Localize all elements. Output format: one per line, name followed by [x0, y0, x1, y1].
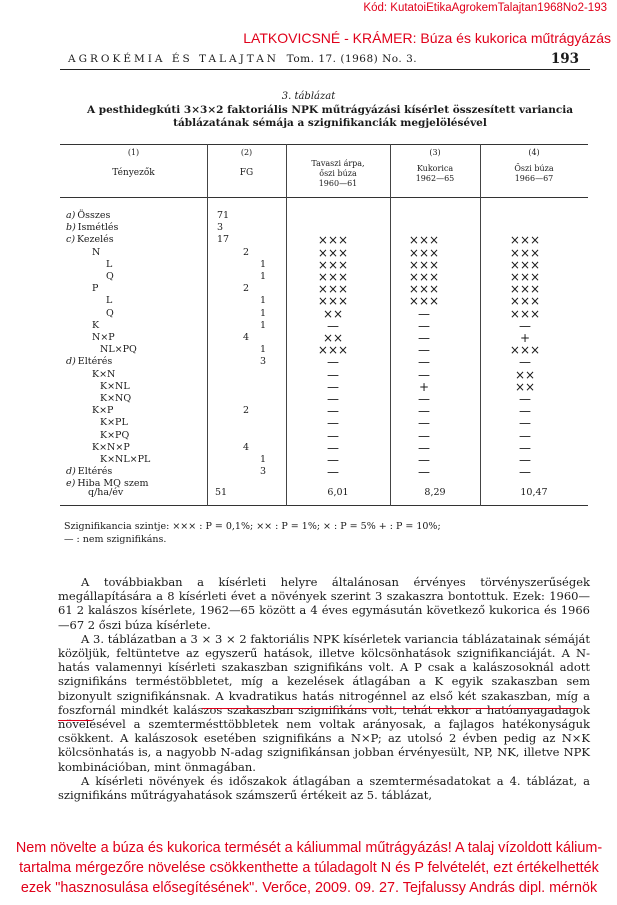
significance-mark: —	[327, 428, 339, 443]
significance-mark: ×××	[408, 282, 440, 297]
col-number-3: (3)	[429, 148, 441, 157]
significance-mark: —	[519, 440, 531, 455]
significance-mark: —	[327, 404, 339, 419]
factor-name: Q	[106, 271, 114, 282]
significance-mark: —	[327, 440, 339, 455]
col-number-4: (4)	[528, 148, 540, 157]
significance-mark: —	[519, 465, 531, 480]
fg-component: 3	[260, 356, 267, 368]
factor-name: N×P	[92, 332, 115, 343]
factor-label	[66, 210, 110, 221]
factor-letter: d)	[66, 466, 76, 478]
significance-mark: ×××	[509, 343, 541, 358]
legend-line2: — : nem szignifikáns.	[64, 534, 167, 545]
significance-mark: —	[418, 404, 430, 419]
factor-label	[106, 308, 114, 319]
factor-letter: d)	[66, 356, 76, 368]
significance-mark: —	[327, 318, 339, 333]
significance-mark: ××	[514, 367, 536, 382]
fg-component: 1	[260, 454, 267, 465]
factor-name: K×N	[92, 368, 116, 380]
paragraph-3: A kísérleti növények és időszakok átlagában a szemtermésadatokat a 4. táblázat, a szignifikáns műtrágyahatások számszerű értékeit az 5. táblázat,	[58, 773, 590, 803]
significance-mark: ××	[322, 306, 344, 321]
document-code: Kód: KutatoiEtikaAgrokemTalajtan1968No2-193	[363, 2, 607, 14]
col-header-period-2-line2: 1962—65	[415, 174, 455, 183]
table-title-line2: táblázatának sémája a szignifikanciák megjelölésével	[173, 117, 487, 129]
fg-component: 2	[243, 283, 250, 295]
fg-component: 1	[260, 319, 267, 331]
col-header-period-1-line1: Tavaszi árpa,	[311, 159, 365, 168]
table-number: 3. táblázat	[281, 91, 336, 102]
hiba-value-2: 8,29	[424, 487, 446, 498]
factor-label	[66, 466, 112, 477]
journal-volume: Tom. 17. (1968) No. 3.	[286, 53, 418, 65]
significance-mark: —	[418, 331, 430, 345]
factor-name: Összes	[77, 210, 111, 221]
factor-name: K×PQ	[100, 429, 130, 441]
significance-mark: —	[418, 306, 430, 321]
significance-mark: —	[327, 379, 339, 394]
legend-line1: Szignifikancia szintje: ××× : P = 0,1%; ×× : P = 1%; × : P = 5% + : P = 10%;	[64, 521, 441, 532]
significance-mark: ×××	[317, 282, 349, 297]
hiba-value-1: 6,01	[327, 487, 349, 498]
annotation-underline	[202, 708, 578, 709]
significance-mark: —	[327, 416, 339, 431]
col-divider	[286, 144, 287, 506]
fg-component: 4	[243, 332, 250, 343]
significance-mark: —	[418, 318, 430, 333]
fg-component: 3	[260, 466, 267, 478]
col-divider	[480, 144, 481, 506]
significance-mark: —	[327, 453, 339, 467]
factor-label	[100, 454, 150, 465]
significance-mark: —	[418, 367, 430, 382]
col-header-period-3	[480, 164, 588, 184]
significance-mark: ××	[514, 379, 536, 394]
factor-label	[106, 295, 112, 306]
significance-mark: ×××	[317, 270, 349, 284]
table-bottom-rule	[60, 505, 588, 506]
fg-component: 2	[243, 246, 250, 258]
factor-letter: c)	[66, 234, 76, 246]
journal-name: AGROKÉMIA ÉS TALAJTAN	[68, 53, 279, 65]
factor-label	[92, 332, 115, 343]
significance-mark: ×××	[509, 233, 541, 248]
fg-total: 17	[217, 234, 230, 246]
table-top-rule	[60, 144, 588, 145]
col-divider	[207, 144, 208, 506]
hiba-value-3: 10,47	[520, 487, 548, 498]
hiba-fg: 51	[215, 487, 228, 498]
significance-mark: ×××	[509, 294, 541, 309]
col-header-factors: Tényezők	[112, 168, 155, 178]
factor-name: K×P	[92, 405, 114, 417]
fg-component: 1	[260, 271, 267, 282]
col-header-period-3-line2: 1966—67	[514, 174, 554, 183]
factor-label	[66, 356, 112, 367]
significance-legend	[64, 520, 441, 546]
significance-mark: —	[327, 355, 339, 370]
paragraph-1: A továbbiakban a kísérleti helyre általánosan érvényes törvényszerűségek megállapítására a 8 kísérleti évet a növények szerint 3 szakaszra bontottuk. Ezek: 1960—61 2 kalászos kísérlete, 1962—65 között a 4 éves egymásután következő kukorica és 1966—67 2 őszi búza kísérlete.	[58, 575, 590, 632]
significance-mark: +	[418, 379, 430, 394]
annotation-underline	[58, 720, 92, 721]
factor-name: K×N×P	[92, 441, 130, 453]
significance-mark: —	[418, 453, 430, 467]
significance-mark: ×××	[408, 233, 440, 248]
significance-mark: +	[519, 331, 531, 345]
factor-label	[92, 369, 115, 380]
factor-letter: a)	[66, 210, 76, 221]
factor-name: Ismétlés	[77, 222, 119, 234]
fg-total: 71	[217, 210, 230, 221]
significance-mark: ×××	[509, 270, 541, 284]
factor-label	[92, 405, 113, 416]
page-number: 193	[550, 51, 579, 67]
significance-mark: ×××	[317, 233, 349, 248]
significance-mark: ×××	[408, 270, 440, 284]
significance-mark: —	[519, 428, 531, 443]
factor-name: Eltérés	[77, 356, 113, 368]
variance-table	[60, 144, 588, 506]
fg-component: 2	[243, 405, 250, 417]
table-title	[60, 104, 600, 130]
significance-mark: —	[418, 416, 430, 431]
significance-mark: —	[519, 404, 531, 419]
factor-label	[100, 344, 137, 355]
col-header-period-1	[286, 159, 390, 189]
significance-mark: ××	[322, 331, 344, 345]
col-header-period-2	[390, 164, 480, 184]
factor-label	[66, 234, 114, 245]
factor-label	[100, 417, 128, 428]
significance-mark: —	[519, 318, 531, 333]
significance-mark: ×××	[408, 294, 440, 309]
factor-label	[100, 393, 131, 404]
significance-mark: —	[519, 416, 531, 431]
table-title-line1: A pesthidegkúti 3×3×2 faktoriális NPK műtrágyázási kísérlet összesített variancia	[86, 104, 574, 116]
paragraph-2: A 3. táblázatban a 3 × 3 × 2 faktoriális NPK kísérletek variancia táblázatainak sémáját közöljük, feltüntetve az egyszerű hatások, illetve kölcsönhatások szignifikanciáját. A N-hatás valamennyi kísérleti szakaszban szignifikáns volt. A P csak a kalászosoknál adott szignifikáns terméstöbbletet, míg a kezelések átlagában a K egyik szakaszban sem bizonyult szignifikánsnak. A kvadratikus hatás nitrogénnel az első két szakaszban, míg a foszfornál mindkét kalászos szakaszban szignifikáns volt, tehát ekkor a hatóanyagadagok növelésével a szemtermésttöbbletek nem voltak arányosak, a fajlagos hatékonyságuk csökkent. A kalászosok esetében szignifikáns a N×P; az utolsó 2 évben pedig az N×K kölcsönhatás is, a nagyobb N-adag szignifikánsan jobban érvényesült, NP, NK, illetve NPK kombinációban, mint önmagában.	[58, 631, 590, 774]
factor-name: P	[92, 283, 99, 295]
factor-name: K×NL×PL	[100, 454, 151, 465]
significance-mark: —	[418, 392, 430, 406]
significance-mark: —	[418, 355, 430, 370]
fg-component: 1	[260, 295, 267, 307]
significance-mark: ×××	[408, 257, 440, 272]
factor-name: Eltérés	[77, 466, 113, 478]
factor-label	[92, 442, 130, 453]
factor-label	[92, 283, 98, 294]
factor-letter: b)	[66, 222, 76, 234]
table-header-rule	[60, 197, 588, 198]
significance-mark: ×××	[317, 343, 349, 358]
significance-mark: ×××	[509, 282, 541, 297]
col-header-period-1-line2: őszi búza	[319, 169, 357, 178]
significance-mark: —	[519, 453, 531, 467]
factor-label	[100, 381, 130, 392]
fg-component: 4	[243, 441, 250, 453]
hiba-unit: q/ha/év	[88, 487, 124, 498]
journal-header	[68, 53, 417, 65]
col-header-fg: FG	[239, 168, 254, 178]
factor-label	[66, 222, 118, 233]
annotation-authors: LATKOVICSNÉ - KRÁMER: Búza és kukorica műtrágyázás	[243, 30, 611, 46]
factor-name: L	[106, 258, 113, 270]
factor-label	[92, 247, 100, 258]
factor-name: Kezelés	[77, 234, 114, 246]
significance-mark: —	[418, 428, 430, 443]
factor-name: K×PL	[100, 417, 128, 429]
significance-mark: —	[327, 465, 339, 480]
factor-name: K×NL	[100, 380, 130, 392]
significance-mark: ×××	[509, 306, 541, 321]
factor-label	[106, 259, 112, 270]
fg-total: 3	[217, 222, 224, 234]
significance-mark: —	[519, 355, 531, 370]
significance-mark: —	[327, 367, 339, 382]
factor-name: K	[92, 319, 100, 331]
col-header-period-3-line1: Őszi búza	[514, 164, 554, 173]
significance-mark: ×××	[509, 245, 541, 260]
significance-mark: —	[327, 392, 339, 406]
factor-name: N	[92, 246, 101, 258]
significance-mark: ×××	[317, 245, 349, 260]
factor-label	[92, 320, 99, 331]
fg-component: 1	[260, 344, 267, 356]
significance-mark: ×××	[509, 257, 541, 272]
col-number-1: (1)	[127, 148, 140, 157]
col-header-period-1-line3: 1960—61	[318, 179, 358, 188]
factor-name: NL×PQ	[100, 344, 137, 356]
factor-name: Q	[106, 307, 114, 319]
factor-name: L	[106, 295, 113, 307]
header-rule	[60, 69, 590, 70]
factor-name: Hiba MQ szem	[77, 478, 149, 490]
factor-label	[100, 430, 129, 441]
factor-name: K×NQ	[100, 393, 132, 404]
significance-mark: —	[519, 392, 531, 406]
col-header-period-2-line1: Kukorica	[416, 164, 454, 173]
col-number-2: (2)	[240, 148, 253, 157]
significance-mark: ×××	[317, 257, 349, 272]
fg-component: 1	[260, 307, 267, 319]
significance-mark: —	[418, 343, 430, 358]
factor-label	[106, 271, 114, 282]
body-text	[58, 575, 590, 802]
significance-mark: ×××	[408, 245, 440, 260]
significance-mark: ×××	[317, 294, 349, 309]
annotation-comment: Nem növelte a búza és kukorica termését a káliummal műtrágyázás! A talaj vízoldott kálium-tartalma mérgezőre növelése csökkenthette a túladagolt N és P felvételét, ezt értékelhették ezek "hasznosulása elősegítésének". Verőce, 2009. 09. 27. Tejfalussy András dipl. mérnök	[15, 840, 603, 896]
significance-mark: —	[418, 465, 430, 480]
significance-mark: —	[418, 440, 430, 455]
factor-letter: e)	[66, 478, 76, 490]
fg-component: 1	[260, 258, 267, 270]
